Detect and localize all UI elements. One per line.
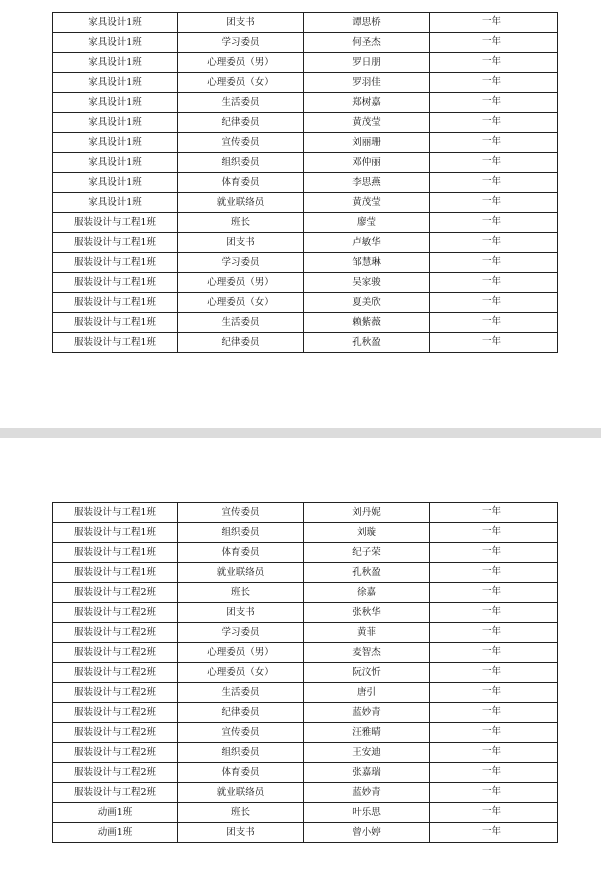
page-separator: [0, 428, 601, 438]
position-cell: 就业联络员: [178, 563, 304, 583]
student-name-cell: 刘丹妮: [304, 503, 430, 523]
term-cell: [430, 763, 558, 783]
term-cell: [430, 783, 558, 803]
student-name-cell: 黄茂莹: [304, 193, 430, 213]
class-name-cell: 家具设计1班: [53, 73, 178, 93]
student-name-cell: 邹慧琳: [304, 253, 430, 273]
table-row: [53, 543, 558, 563]
term-text: 一年: [481, 806, 501, 817]
class-name-cell: 服装设计与工程1班: [53, 273, 178, 293]
position-cell: 团支书: [178, 13, 304, 33]
class-name-cell: 服装设计与工程2班: [53, 583, 178, 603]
term-text: 一年: [481, 316, 501, 327]
class-name-cell: 服装设计与工程2班: [53, 783, 178, 803]
position-cell: 团支书: [178, 823, 304, 843]
document-page-2: [0, 438, 601, 893]
table-row: [53, 523, 558, 543]
student-name-cell: 罗羽佳: [304, 73, 430, 93]
term-cell: [430, 33, 558, 53]
student-name-cell: 蓝妙青: [304, 783, 430, 803]
student-name-cell: 吴家骏: [304, 273, 430, 293]
term-cell: [430, 623, 558, 643]
term-cell: [430, 333, 558, 353]
class-name-cell: 家具设计1班: [53, 153, 178, 173]
position-cell: 心理委员（女）: [178, 73, 304, 93]
class-name-cell: 服装设计与工程2班: [53, 683, 178, 703]
term-text: 一年: [481, 646, 501, 657]
position-cell: 组织委员: [178, 523, 304, 543]
class-name-cell: 服装设计与工程1班: [53, 293, 178, 313]
class-name-cell: 服装设计与工程2班: [53, 643, 178, 663]
student-name-cell: 邓仲丽: [304, 153, 430, 173]
position-cell: 班长: [178, 803, 304, 823]
class-name-cell: 家具设计1班: [53, 113, 178, 133]
position-cell: 心理委员（男）: [178, 273, 304, 293]
class-name-cell: 服装设计与工程2班: [53, 703, 178, 723]
term-text: 一年: [481, 296, 501, 307]
table-row: [53, 623, 558, 643]
term-text: 一年: [481, 626, 501, 637]
term-text: 一年: [481, 726, 501, 737]
class-name-cell: 服装设计与工程2班: [53, 623, 178, 643]
term-text: 一年: [481, 666, 501, 677]
term-text: 一年: [481, 766, 501, 777]
class-name-cell: 动画1班: [53, 823, 178, 843]
term-cell: [430, 113, 558, 133]
student-name-cell: 黄茂莹: [304, 113, 430, 133]
term-text: 一年: [481, 76, 501, 87]
student-name-cell: 刘丽珊: [304, 133, 430, 153]
student-name-cell: 罗日朋: [304, 53, 430, 73]
student-name-cell: 汪雅晴: [304, 723, 430, 743]
term-text: 一年: [481, 526, 501, 537]
table-row: [53, 33, 558, 53]
term-text: 一年: [481, 116, 501, 127]
position-cell: 体育委员: [178, 543, 304, 563]
table-row: [53, 723, 558, 743]
term-text: 一年: [481, 336, 501, 347]
table-row: [53, 803, 558, 823]
table-row: [53, 333, 558, 353]
term-cell: [430, 253, 558, 273]
class-name-cell: 动画1班: [53, 803, 178, 823]
position-cell: 心理委员（女）: [178, 293, 304, 313]
student-name-cell: 廖莹: [304, 213, 430, 233]
student-name-cell: 曾小婷: [304, 823, 430, 843]
term-text: 一年: [481, 36, 501, 47]
class-name-cell: 服装设计与工程1班: [53, 213, 178, 233]
term-text: 一年: [481, 256, 501, 267]
position-cell: 团支书: [178, 603, 304, 623]
student-name-cell: 何圣杰: [304, 33, 430, 53]
table-row: [53, 783, 558, 803]
term-text: 一年: [481, 826, 501, 837]
student-name-cell: 张嘉瑞: [304, 763, 430, 783]
document-page-1: [0, 0, 601, 428]
class-name-cell: 服装设计与工程2班: [53, 603, 178, 623]
student-name-cell: 麦智杰: [304, 643, 430, 663]
table-row: [53, 563, 558, 583]
table-row: [53, 173, 558, 193]
position-cell: 班长: [178, 583, 304, 603]
student-name-cell: 徐嘉: [304, 583, 430, 603]
term-cell: [430, 173, 558, 193]
position-cell: 纪律委员: [178, 333, 304, 353]
position-cell: 宣传委员: [178, 133, 304, 153]
term-text: 一年: [481, 686, 501, 697]
student-name-cell: 刘璇: [304, 523, 430, 543]
table-row: [53, 73, 558, 93]
term-cell: [430, 823, 558, 843]
term-cell: [430, 583, 558, 603]
term-text: 一年: [481, 176, 501, 187]
class-officer-table-page-1: [52, 12, 558, 353]
position-cell: 宣传委员: [178, 723, 304, 743]
table-row: [53, 233, 558, 253]
position-cell: 学习委员: [178, 253, 304, 273]
position-cell: 心理委员（男）: [178, 643, 304, 663]
table-row: [53, 763, 558, 783]
term-cell: [430, 273, 558, 293]
table-row: [53, 703, 558, 723]
table-row: [53, 743, 558, 763]
term-cell: [430, 13, 558, 33]
student-name-cell: 蓝妙青: [304, 703, 430, 723]
term-text: 一年: [481, 56, 501, 67]
term-cell: [430, 523, 558, 543]
term-text: 一年: [481, 216, 501, 227]
position-cell: 纪律委员: [178, 113, 304, 133]
position-cell: 生活委员: [178, 93, 304, 113]
term-cell: [430, 153, 558, 173]
table-row: [53, 13, 558, 33]
table-row: [53, 643, 558, 663]
position-cell: 体育委员: [178, 763, 304, 783]
term-cell: [430, 543, 558, 563]
position-cell: 就业联络员: [178, 193, 304, 213]
student-name-cell: 卢敏华: [304, 233, 430, 253]
term-cell: [430, 563, 558, 583]
table-row: [53, 503, 558, 523]
table-row: [53, 153, 558, 173]
term-text: 一年: [481, 786, 501, 797]
class-name-cell: 家具设计1班: [53, 53, 178, 73]
student-name-cell: 王安迪: [304, 743, 430, 763]
term-text: 一年: [481, 96, 501, 107]
term-text: 一年: [481, 156, 501, 167]
term-cell: [430, 703, 558, 723]
position-cell: 学习委员: [178, 623, 304, 643]
term-cell: [430, 803, 558, 823]
position-cell: 就业联络员: [178, 783, 304, 803]
student-name-cell: 纪子荣: [304, 543, 430, 563]
position-cell: 体育委员: [178, 173, 304, 193]
term-cell: [430, 603, 558, 623]
term-cell: [430, 73, 558, 93]
class-name-cell: 服装设计与工程1班: [53, 523, 178, 543]
class-name-cell: 服装设计与工程1班: [53, 503, 178, 523]
term-cell: [430, 233, 558, 253]
term-cell: [430, 293, 558, 313]
term-text: 一年: [481, 566, 501, 577]
table-row: [53, 273, 558, 293]
table-row: [53, 253, 558, 273]
term-text: 一年: [481, 136, 501, 147]
class-name-cell: 服装设计与工程1班: [53, 313, 178, 333]
table-row: [53, 663, 558, 683]
position-cell: 心理委员（女）: [178, 663, 304, 683]
table-row: [53, 293, 558, 313]
table-row: [53, 93, 558, 113]
term-cell: [430, 93, 558, 113]
student-name-cell: 郑树嘉: [304, 93, 430, 113]
table-row: [53, 213, 558, 233]
class-name-cell: 服装设计与工程1班: [53, 333, 178, 353]
table-row: [53, 113, 558, 133]
term-cell: [430, 133, 558, 153]
class-name-cell: 服装设计与工程2班: [53, 723, 178, 743]
position-cell: 宣传委员: [178, 503, 304, 523]
term-text: 一年: [481, 606, 501, 617]
term-cell: [430, 213, 558, 233]
table-row: [53, 53, 558, 73]
student-name-cell: 李思燕: [304, 173, 430, 193]
term-text: 一年: [481, 506, 501, 517]
position-cell: 组织委员: [178, 743, 304, 763]
term-cell: [430, 743, 558, 763]
student-name-cell: 叶乐思: [304, 803, 430, 823]
student-name-cell: 夏美欣: [304, 293, 430, 313]
term-text: 一年: [481, 236, 501, 247]
class-name-cell: 服装设计与工程1班: [53, 253, 178, 273]
position-cell: 班长: [178, 213, 304, 233]
term-cell: [430, 503, 558, 523]
term-text: 一年: [481, 706, 501, 717]
class-name-cell: 服装设计与工程1班: [53, 563, 178, 583]
table-row: [53, 313, 558, 333]
class-name-cell: 家具设计1班: [53, 13, 178, 33]
term-cell: [430, 723, 558, 743]
position-cell: 团支书: [178, 233, 304, 253]
student-name-cell: 赖紫薇: [304, 313, 430, 333]
term-cell: [430, 193, 558, 213]
student-name-cell: 孔秋盈: [304, 563, 430, 583]
position-cell: 心理委员（男）: [178, 53, 304, 73]
class-name-cell: 家具设计1班: [53, 193, 178, 213]
class-name-cell: 服装设计与工程2班: [53, 743, 178, 763]
position-cell: 纪律委员: [178, 703, 304, 723]
table-row: [53, 133, 558, 153]
student-name-cell: 阮汶忻: [304, 663, 430, 683]
term-cell: [430, 643, 558, 663]
table-row: [53, 603, 558, 623]
position-cell: 生活委员: [178, 313, 304, 333]
term-text: 一年: [481, 746, 501, 757]
student-name-cell: 黄菲: [304, 623, 430, 643]
class-name-cell: 家具设计1班: [53, 93, 178, 113]
class-name-cell: 家具设计1班: [53, 133, 178, 153]
student-name-cell: 唐引: [304, 683, 430, 703]
class-name-cell: 服装设计与工程2班: [53, 763, 178, 783]
class-officer-table-page-2: [52, 502, 558, 843]
student-name-cell: 张秋华: [304, 603, 430, 623]
class-name-cell: 服装设计与工程1班: [53, 233, 178, 253]
student-name-cell: 孔秋盈: [304, 333, 430, 353]
table-row: [53, 683, 558, 703]
position-cell: 组织委员: [178, 153, 304, 173]
table-row: [53, 823, 558, 843]
class-name-cell: 家具设计1班: [53, 33, 178, 53]
term-cell: [430, 683, 558, 703]
table-row: [53, 193, 558, 213]
term-cell: [430, 313, 558, 333]
position-cell: 学习委员: [178, 33, 304, 53]
class-name-cell: 服装设计与工程1班: [53, 543, 178, 563]
table-row: [53, 583, 558, 603]
class-name-cell: 服装设计与工程2班: [53, 663, 178, 683]
term-cell: [430, 53, 558, 73]
term-cell: [430, 663, 558, 683]
term-text: 一年: [481, 546, 501, 557]
student-name-cell: 谭思桥: [304, 13, 430, 33]
term-text: 一年: [481, 196, 501, 207]
term-text: 一年: [481, 16, 501, 27]
class-name-cell: 家具设计1班: [53, 173, 178, 193]
term-text: 一年: [481, 276, 501, 287]
term-text: 一年: [481, 586, 501, 597]
position-cell: 生活委员: [178, 683, 304, 703]
